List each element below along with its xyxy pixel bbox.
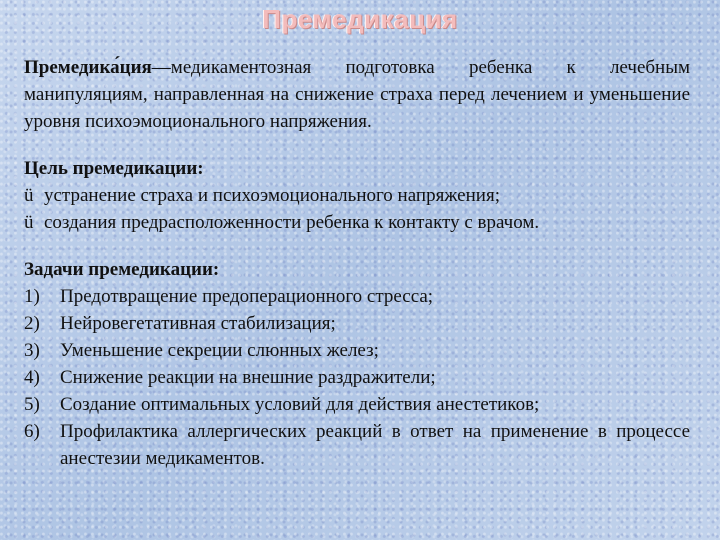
list-item xyxy=(24,364,690,391)
goal-text: создания предрасположенности ребенка к контакту с врачом. xyxy=(44,212,540,233)
list-item-text: Создание оптимальных условий для действия анестетиков; xyxy=(60,394,540,415)
definition-text: —медикаментозная подготовка ребенка к лечебным манипуляциям, направленная на снижение страха перед лечением и уменьшение уровня психоэмоционального напряжения. xyxy=(24,57,690,132)
goals-heading: Цель премедикации: xyxy=(24,158,204,179)
list-item-number: 6) xyxy=(24,421,40,442)
list-item-number: 4) xyxy=(24,367,40,388)
list-item xyxy=(24,337,690,364)
list-item xyxy=(24,391,690,418)
checkmark-icon: ü xyxy=(24,212,34,233)
definition-term: Премедика́ция xyxy=(24,57,152,78)
goal-item xyxy=(24,209,690,236)
list-item xyxy=(24,418,690,472)
goals-section xyxy=(24,155,690,236)
tasks-list xyxy=(24,283,690,472)
list-item-number: 2) xyxy=(24,313,40,334)
goal-item xyxy=(24,182,690,209)
slide-content xyxy=(24,54,690,472)
list-item-text: Снижение реакции на внешние раздражители; xyxy=(60,367,436,388)
list-item-text: Предотвращение предоперационного стресса; xyxy=(60,286,434,307)
list-item-number: 3) xyxy=(24,340,40,361)
list-item xyxy=(24,283,690,310)
definition-paragraph xyxy=(24,54,690,135)
list-item-text: Уменьшение секреции слюнных желез; xyxy=(60,340,379,361)
list-item-number: 1) xyxy=(24,286,40,307)
tasks-heading: Задачи премедикации: xyxy=(24,259,220,280)
goal-text: устранение страха и психоэмоционального напряжения; xyxy=(44,185,500,206)
checkmark-icon: ü xyxy=(24,185,34,206)
list-item-text: Нейровегетативная стабилизация; xyxy=(60,313,336,334)
tasks-section xyxy=(24,256,690,472)
list-item xyxy=(24,310,690,337)
list-item-number: 5) xyxy=(24,394,40,415)
list-item-text: Профилактика аллергических реакций в ответ на применение в процессе анестезии медикаментов. xyxy=(60,421,690,469)
page-title: Премедикация xyxy=(262,4,458,34)
